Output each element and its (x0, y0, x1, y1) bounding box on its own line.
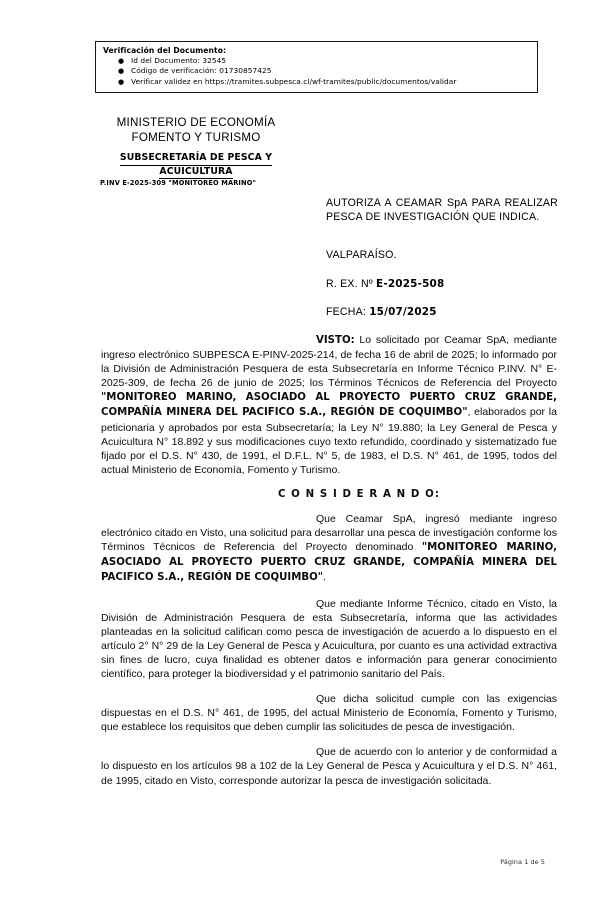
considerando-3-text: Que dicha solicitud cumple con las exigencias dispuestas en el D.S. N° 461, de 1995, del actual Ministerio de Economía, Fomento y Turismo, que establece los requisitos que deben cumplir las solicitudes de pesca de investigación. (101, 693, 557, 734)
paragraph-considerando-3 (101, 692, 557, 734)
visto-text-1: Lo solicitado por Ceamar SpA, mediante ingreso electrónico SUBPESCA E-PINV-2025-214, de fecha 16 de abril de 2025; lo informado por la División de Administración Pesquera de esta Subsecretaría en Informe Técnico P.INV. N° E-2025-309, de fecha 26 de junio de 2025; los Términos Técnicos de Referencia del Proyecto (101, 334, 557, 390)
subsecretaria-line-1: SUBSECRETARÍA DE PESCA Y (120, 152, 272, 166)
considerando-1-text-1: Que Ceamar SpA, ingresó mediante ingreso electrónico citado en Visto, una solicitud para desarrollar una pesca de investigación conforme los Términos Técnicos de Referencia del Proyecto denominado (101, 513, 557, 554)
resolution-number-row (326, 277, 558, 291)
bullet-icon: ● (118, 57, 125, 65)
ministry-heading (96, 116, 296, 145)
paragraph-considerando-2 (101, 597, 557, 682)
verification-item-label: Id del Documento: 32545 (131, 56, 227, 65)
resolution-title: AUTORIZA A CEAMAR SpA PARA REALIZAR PESCA DE INVESTIGACIÓN QUE INDICA. (326, 197, 558, 224)
considerando-1-text-2: . (323, 571, 326, 584)
bullet-icon: ● (118, 67, 125, 76)
resolution-date-label: FECHA: (326, 305, 367, 318)
document-verification-box (95, 41, 538, 93)
page-footer: Página 1 de 5 (500, 858, 545, 866)
considerando-1-project-name: "MONITOREO MARINO, ASOCIADO AL PROYECTO PUERTO CRUZ GRANDE, COMPAÑÍA MINERA DEL PACIFICO S.A., REGIÓN DE COQUIMBO" (101, 542, 557, 584)
paragraph-visto (101, 333, 557, 477)
visto-project-name: "MONITOREO MARINO, ASOCIADO AL PROYECTO PUERTO CRUZ GRANDE, COMPAÑÍA MINERA DEL PACIFICO S.A., REGIÓN DE COQUIMBO" (101, 392, 557, 419)
ministry-line-2: FOMENTO Y TURISMO (131, 130, 261, 144)
resolution-header (326, 196, 558, 319)
ministry-line-1: MINISTERIO DE ECONOMÍA (116, 116, 276, 129)
considerando-4-text: Que de acuerdo con lo anterior y de conformidad a lo dispuesto en los artículos 98 a 102 de la Ley General de Pesca y Acuicultura y el D.S. N° 461, de 1995, citado en Visto, corresponde autorizar la pesca de investigación solicitada. (101, 746, 557, 787)
subsecretaria-line-2: ACUICULTURA (159, 166, 232, 180)
verification-item-label: Código de verificación: 01730857425 (131, 66, 272, 76)
paragraph-considerando-1 (101, 512, 557, 585)
subsecretaria-heading (96, 152, 296, 179)
bullet-icon: ● (118, 77, 125, 86)
resolution-date-row (326, 305, 558, 319)
verification-item-document-id (103, 56, 532, 66)
verification-item-url (103, 77, 532, 87)
verification-list (103, 56, 532, 87)
verification-item-label: Verificar validez en https://tramites.subpesca.cl/wf-tramites/public/documentos/validar (131, 76, 457, 86)
resolution-city: VALPARAÍSO. (326, 249, 397, 262)
verification-item-code (103, 66, 532, 76)
paragraph-considerando-4 (101, 745, 557, 787)
visto-label: VISTO: (316, 335, 355, 346)
considerando-heading: C O N S I D E R A N D O: (277, 488, 441, 500)
project-reference: P.INV E-2025-309 "MONITOREO MARINO" (100, 179, 257, 187)
resolution-number-label: R. EX. Nº (326, 277, 373, 290)
resolution-number-value: E-2025-508 (376, 277, 445, 290)
visto-text-2: , elaborados por la peticionaria y aprobados por esta Subsecretaría; la Ley N° 19.880; la Ley General de Pesca y Acuicultura N° 18.892 y sus modificaciones cuyo texto refundido, coordinado y sistematizado fue fijado por el D.S. N° 430, de 1991, el D.F.L. N° 5, de 1983, el D.S. N° 461, de 1995, todos del actual Ministerio de Economía, Fomento y Turismo. (101, 406, 557, 476)
resolution-date-value: 15/07/2025 (369, 305, 437, 318)
considerando-2-text: Que mediante Informe Técnico, citado en Visto, la División de Administración Pesquera de esta Subsecretaría, informa que las actividades planteadas en la solicitud califican como pesca de investigación de acuerdo a lo dispuesto en el artículo 2° N° 29 de la Ley General de Pesca y Acuicultura, por cuanto es una actividad extractiva sin fines de lucro, cuya finalidad es obtener datos e información para generar conocimiento científico, para proteger la biodiversidad y el patrimonio sanitario del País. (101, 597, 557, 680)
document-body (101, 333, 557, 788)
verification-title: Verificación del Documento: (103, 46, 227, 55)
